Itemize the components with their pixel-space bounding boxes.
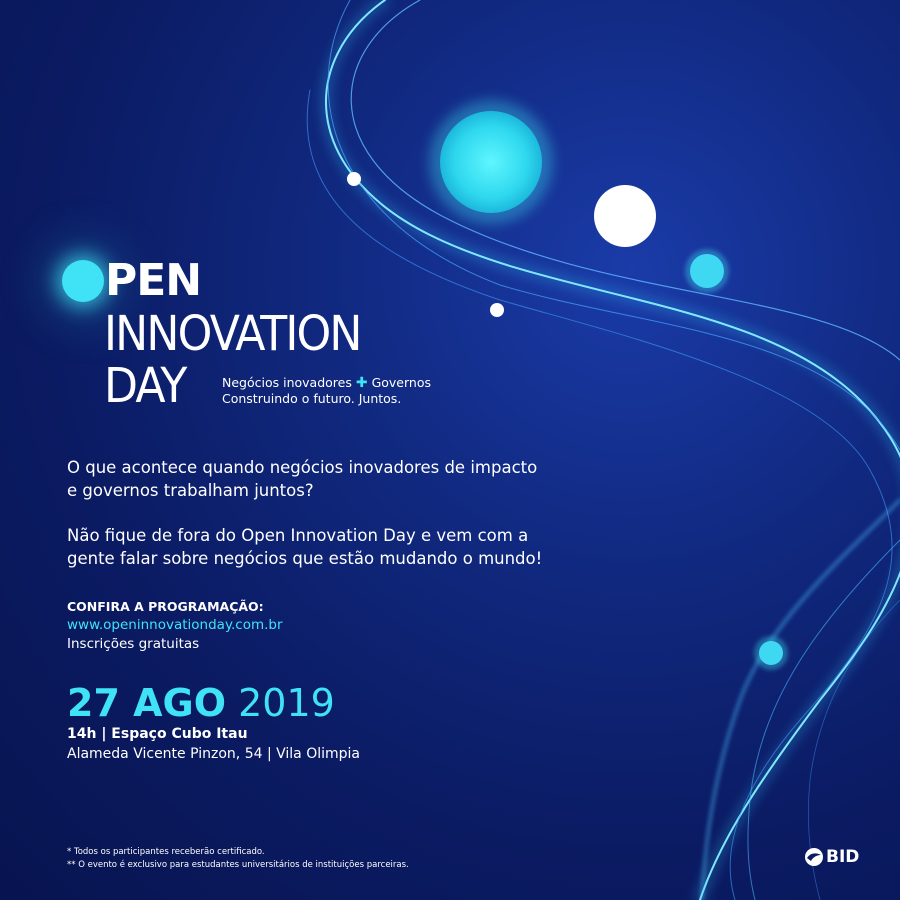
bid-logo-icon — [804, 847, 824, 867]
event-time-place: 14h | Espaço Cubo Itau — [67, 726, 248, 742]
tagline-part-b: Governos — [371, 375, 431, 390]
footnotes — [67, 846, 409, 872]
tagline-line-1 — [222, 375, 431, 391]
logo-day-word: DAY — [104, 358, 186, 414]
venue-block — [67, 724, 360, 764]
logo-open-word: PEN — [105, 255, 202, 306]
program-block — [67, 597, 283, 654]
logo-innovation-word: INNOVATION — [104, 306, 361, 362]
plus-icon: ✚ — [355, 375, 368, 391]
bid-logo-text: BID — [826, 847, 860, 867]
white-dot-1 — [347, 172, 361, 186]
intro-p1-line-2: e governos trabalham juntos? — [67, 481, 314, 500]
white-orb — [594, 185, 656, 247]
intro-p1-line-1: O que acontece quando negócios inovadores de impacto — [67, 458, 538, 477]
event-address: Alameda Vicente Pinzon, 54 | Vila Olimpia — [67, 746, 360, 762]
program-heading: CONFIRA A PROGRAMAÇÃO: — [67, 599, 264, 614]
light-curves — [307, 0, 900, 900]
intro-p2-line-2: gente falar sobre negócios que estão mudando o mundo! — [67, 549, 543, 568]
event-year: 2019 — [238, 681, 335, 725]
bid-logo — [804, 847, 859, 867]
open-o-dot-icon — [62, 260, 104, 302]
registration-note: Inscrições gratuitas — [67, 636, 200, 652]
intro-p2-line-1: Não fique de fora do Open Innovation Day e vem com a — [67, 526, 529, 545]
tagline-part-a: Negócios inovadores — [222, 375, 352, 390]
event-day-month: 27 AGO — [67, 681, 227, 725]
intro-text — [67, 456, 667, 592]
intro-paragraph-1 — [67, 456, 667, 502]
light-curve-main — [326, 0, 900, 900]
lower-orb — [759, 641, 783, 665]
small-orb — [690, 254, 724, 288]
program-website-link[interactable]: www.openinnovationday.com.br — [67, 617, 283, 633]
footnote-1: * Todos os participantes receberão certificado. — [67, 847, 265, 857]
light-curve-5 — [702, 500, 900, 900]
event-date — [67, 680, 335, 726]
light-curve-glow — [326, 0, 900, 900]
white-dot-2 — [490, 303, 504, 317]
tagline — [222, 375, 431, 407]
footnote-2: ** O evento é exclusivo para estudantes universitários de instituições parceiras. — [67, 860, 409, 870]
intro-paragraph-2 — [67, 524, 667, 570]
big-orb — [440, 111, 542, 213]
tagline-line-2: Construindo o futuro. Juntos. — [222, 391, 402, 406]
logo-open — [62, 255, 202, 306]
